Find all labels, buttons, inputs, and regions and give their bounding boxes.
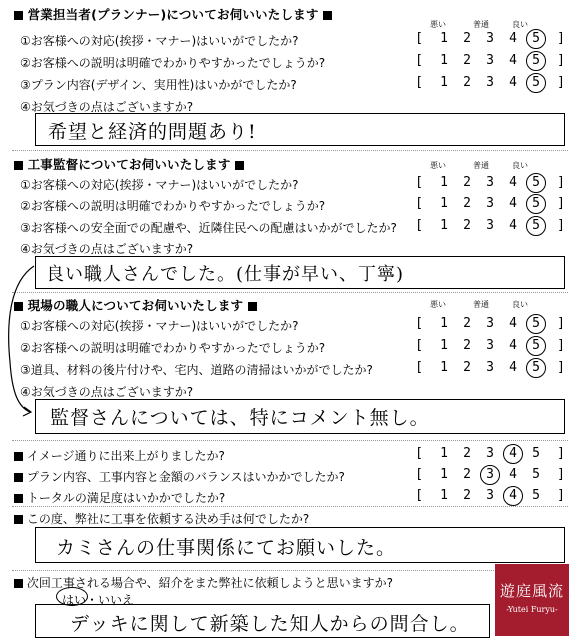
- scale-option-5[interactable]: 5: [532, 467, 540, 482]
- scale-bracket: ]: [557, 467, 565, 482]
- selected-circle-mark: [526, 51, 546, 71]
- rating-scale[interactable]: [0, 75, 580, 91]
- scale-option-4[interactable]: 4: [509, 75, 517, 90]
- scale-bracket: [: [415, 75, 423, 90]
- rating-scale[interactable]: [0, 53, 580, 69]
- scale-option-2[interactable]: 2: [463, 488, 471, 503]
- rating-scale[interactable]: [0, 31, 580, 47]
- scale-bracket: ]: [557, 360, 565, 375]
- referral-answer-box[interactable]: [35, 604, 490, 638]
- scale-option-4[interactable]: 4: [509, 338, 517, 353]
- rating-scale[interactable]: [0, 488, 580, 504]
- selected-circle-mark: [526, 194, 546, 214]
- scale-header-normal: 普通: [473, 20, 489, 29]
- selected-circle-mark: [526, 358, 546, 378]
- rating-scale[interactable]: [0, 196, 580, 212]
- rating-scale[interactable]: [0, 175, 580, 191]
- option-no[interactable]: いいえ: [98, 593, 135, 607]
- scale-option-1[interactable]: 1: [440, 196, 448, 211]
- scale-header-normal: 普通: [473, 300, 489, 309]
- section-3-title-text: 現場の職人についてお伺いいたします: [27, 298, 244, 313]
- scale-option-1[interactable]: 1: [440, 316, 448, 331]
- scale-bracket: [: [415, 446, 423, 461]
- scale-option-3[interactable]: 3: [486, 196, 494, 211]
- overall-question-text: トータルの満足度はいかかでしたか?: [26, 491, 226, 505]
- answer-box[interactable]: [35, 527, 565, 563]
- scale-option-3[interactable]: 3: [486, 338, 494, 353]
- scale-option-1[interactable]: 1: [440, 31, 448, 46]
- scale-option-2[interactable]: 2: [463, 175, 471, 190]
- scale-option-4[interactable]: 4: [509, 31, 517, 46]
- scale-bracket: ]: [557, 316, 565, 331]
- scale-header-bad: 悪い: [430, 20, 446, 29]
- rating-scale[interactable]: [0, 218, 580, 234]
- question-text: ③お客様への安全面での配慮や、近隣住民への配慮はいかがでしたか?: [20, 221, 397, 235]
- comment-prompt: ④お気づきの点はございますか?: [20, 242, 194, 256]
- rating-scale[interactable]: [0, 360, 580, 376]
- scale-option-3[interactable]: 3: [486, 446, 494, 461]
- scale-option-3[interactable]: 3: [486, 75, 494, 90]
- rating-scale[interactable]: [0, 446, 580, 462]
- scale-option-1[interactable]: 1: [440, 467, 448, 482]
- scale-bracket: [: [415, 218, 423, 233]
- scale-option-2[interactable]: 2: [463, 338, 471, 353]
- scale-option-3[interactable]: 3: [486, 316, 494, 331]
- selected-circle-mark: [503, 444, 523, 464]
- scale-header-good: 良い: [512, 20, 528, 29]
- option-yes[interactable]: はい: [62, 593, 87, 607]
- scale-option-2[interactable]: 2: [463, 360, 471, 375]
- scale-option-3[interactable]: 3: [486, 360, 494, 375]
- comment-prompt: ④お気づきの点はございますか?: [20, 100, 194, 114]
- scale-bracket: ]: [557, 446, 565, 461]
- scale-bracket: [: [415, 467, 423, 482]
- scale-option-5[interactable]: 5: [532, 196, 540, 211]
- selected-circle-mark: [526, 173, 546, 193]
- scale-option-4[interactable]: 4: [509, 218, 517, 233]
- scale-bracket: [: [415, 175, 423, 190]
- scale-option-2[interactable]: 2: [463, 218, 471, 233]
- scale-option-1[interactable]: 1: [440, 488, 448, 503]
- scale-option-4[interactable]: 4: [509, 316, 517, 331]
- handwritten-comment: 希望と経済的問題あり!: [48, 121, 257, 143]
- question-text: ②お客様への説明は明確でわかりやすかったでしょうか?: [20, 56, 326, 70]
- scale-option-4[interactable]: 4: [509, 53, 517, 68]
- scale-option-2[interactable]: 2: [463, 446, 471, 461]
- scale-option-4[interactable]: 4: [509, 446, 517, 461]
- scale-header-bad: 悪い: [430, 300, 446, 309]
- scale-option-4[interactable]: 4: [509, 488, 517, 503]
- scale-option-5[interactable]: 5: [532, 338, 540, 353]
- question-text: ①お客様への対応(挨拶・マナー)はいいがでしたか?: [20, 34, 299, 48]
- scale-header-1: [0, 19, 580, 29]
- scale-header-bad: 悪い: [430, 161, 446, 170]
- handwritten-answer: カミさんの仕事関係にてお願いした。: [56, 537, 397, 559]
- scale-option-5[interactable]: 5: [532, 488, 540, 503]
- scale-option-3[interactable]: 3: [486, 218, 494, 233]
- scale-option-1[interactable]: 1: [440, 338, 448, 353]
- question-text: ②お客様への説明は明確でわかりやすかったでしょうか?: [20, 341, 326, 355]
- scale-option-5[interactable]: 5: [532, 316, 540, 331]
- scale-bracket: ]: [557, 53, 565, 68]
- scale-option-1[interactable]: 1: [440, 175, 448, 190]
- scale-option-5[interactable]: 5: [532, 218, 540, 233]
- selected-circle-mark: [526, 314, 546, 334]
- scale-option-1[interactable]: 1: [440, 446, 448, 461]
- overall-question-text: プラン内容、工事内容と金額のバランスはいかかでしたか?: [26, 470, 345, 484]
- scale-option-1[interactable]: 1: [440, 360, 448, 375]
- rating-scale[interactable]: [0, 338, 580, 354]
- scale-bracket: [: [415, 338, 423, 353]
- scale-option-4[interactable]: 4: [509, 175, 517, 190]
- scale-option-2[interactable]: 2: [463, 75, 471, 90]
- scale-bracket: [: [415, 31, 423, 46]
- scale-option-2[interactable]: 2: [463, 53, 471, 68]
- divider: [12, 506, 568, 507]
- comment-prompt: ④お気づきの点はございますか?: [20, 385, 194, 399]
- scale-bracket: [: [415, 488, 423, 503]
- selected-circle-mark: [526, 336, 546, 356]
- scale-option-5[interactable]: 5: [532, 446, 540, 461]
- scale-option-3[interactable]: 3: [486, 53, 494, 68]
- scale-option-2[interactable]: 2: [463, 467, 471, 482]
- square-bullet-icon: [14, 515, 23, 524]
- scale-option-5[interactable]: 5: [532, 53, 540, 68]
- scale-bracket: ]: [557, 218, 565, 233]
- handwritten-arrow-icon: [0, 262, 40, 422]
- scale-option-1[interactable]: 1: [440, 75, 448, 90]
- referral-question-text: 次回工事される場合や、紹介をまた弊社に依頼しようと思いますか?: [26, 576, 393, 590]
- question-text: ②お客様への説明は明確でわかりやすかったでしょうか?: [20, 199, 326, 213]
- divider: [12, 570, 568, 571]
- scale-bracket: ]: [557, 338, 565, 353]
- scale-option-5[interactable]: 5: [532, 175, 540, 190]
- scale-option-3[interactable]: 3: [486, 467, 494, 482]
- scale-option-2[interactable]: 2: [463, 316, 471, 331]
- handwritten-comment: 良い職人さんでした。(仕事が早い、丁寧): [46, 264, 405, 285]
- selected-circle-mark: [503, 486, 523, 506]
- scale-bracket: ]: [557, 488, 565, 503]
- handwritten-comment: 監督さんについては、特にコメント無し。: [50, 407, 430, 429]
- square-bullet-icon: [14, 579, 23, 588]
- rating-scale[interactable]: [0, 316, 580, 332]
- scale-bracket: ]: [557, 196, 565, 211]
- scale-option-4[interactable]: 4: [509, 467, 517, 482]
- section-2-title-text: 工事監督についてお伺いいたします: [27, 157, 231, 172]
- scale-option-3[interactable]: 3: [486, 31, 494, 46]
- scale-header-good: 良い: [512, 161, 528, 170]
- scale-header-3: [0, 299, 580, 309]
- scale-option-3[interactable]: 3: [486, 488, 494, 503]
- question-text: ③道具、材料の後片付けや、宅内、道路の清掃はいかがでしたか?: [20, 363, 373, 377]
- selected-circle-mark: [526, 73, 546, 93]
- scale-bracket: [: [415, 196, 423, 211]
- scale-bracket: ]: [557, 31, 565, 46]
- option-separator: ・: [86, 593, 99, 607]
- scale-bracket: [: [415, 316, 423, 331]
- scale-option-5[interactable]: 5: [532, 75, 540, 90]
- question-text: ①お客様への対応(挨拶・マナー)はいいがでしたか?: [20, 178, 299, 192]
- divider: [12, 150, 568, 151]
- overall-question-text: イメージ通りに出来上がりましたか?: [26, 449, 225, 463]
- logo-romaji: -Yutei Furyu-: [506, 605, 558, 614]
- scale-header-normal: 普通: [473, 161, 489, 170]
- logo-name: 遊庭風流: [499, 582, 564, 600]
- divider: [12, 292, 568, 293]
- selected-circle-mark: [526, 29, 546, 49]
- scale-option-4[interactable]: 4: [509, 196, 517, 211]
- comment-box[interactable]: [35, 399, 565, 434]
- scale-option-5[interactable]: 5: [532, 360, 540, 375]
- scale-bracket: [: [415, 360, 423, 375]
- comment-box[interactable]: [35, 256, 565, 289]
- scale-option-1[interactable]: 1: [440, 53, 448, 68]
- scale-bracket: ]: [557, 75, 565, 90]
- selected-circle-mark: [526, 216, 546, 236]
- scale-option-5[interactable]: 5: [532, 31, 540, 46]
- handwritten-answer: デッキに関して新築した知人からの問合し。: [70, 613, 470, 635]
- scale-option-2[interactable]: 2: [463, 196, 471, 211]
- company-logo: [495, 564, 569, 636]
- scale-option-1[interactable]: 1: [440, 218, 448, 233]
- scale-header-good: 良い: [512, 300, 528, 309]
- scale-option-4[interactable]: 4: [509, 360, 517, 375]
- divider: [12, 440, 568, 441]
- question-text: ③プラン内容(デザイン、実用性)はいかがでしたか?: [20, 78, 297, 92]
- question-text: ①お客様への対応(挨拶・マナー)はいいがでしたか?: [20, 319, 299, 333]
- comment-box[interactable]: [35, 113, 565, 146]
- selected-circle-mark: [480, 465, 500, 485]
- scale-option-3[interactable]: 3: [486, 175, 494, 190]
- scale-bracket: [: [415, 53, 423, 68]
- deciding-factor-question-text: この度、弊社に工事を依頼する決め手は何でしたか?: [26, 512, 310, 526]
- scale-bracket: ]: [557, 175, 565, 190]
- scale-option-2[interactable]: 2: [463, 31, 471, 46]
- section-1-title-text: 営業担当者(プランナー)についてお伺いいたします: [27, 7, 319, 22]
- scale-header-2: [0, 160, 580, 170]
- deciding-factor-question: [14, 510, 309, 527]
